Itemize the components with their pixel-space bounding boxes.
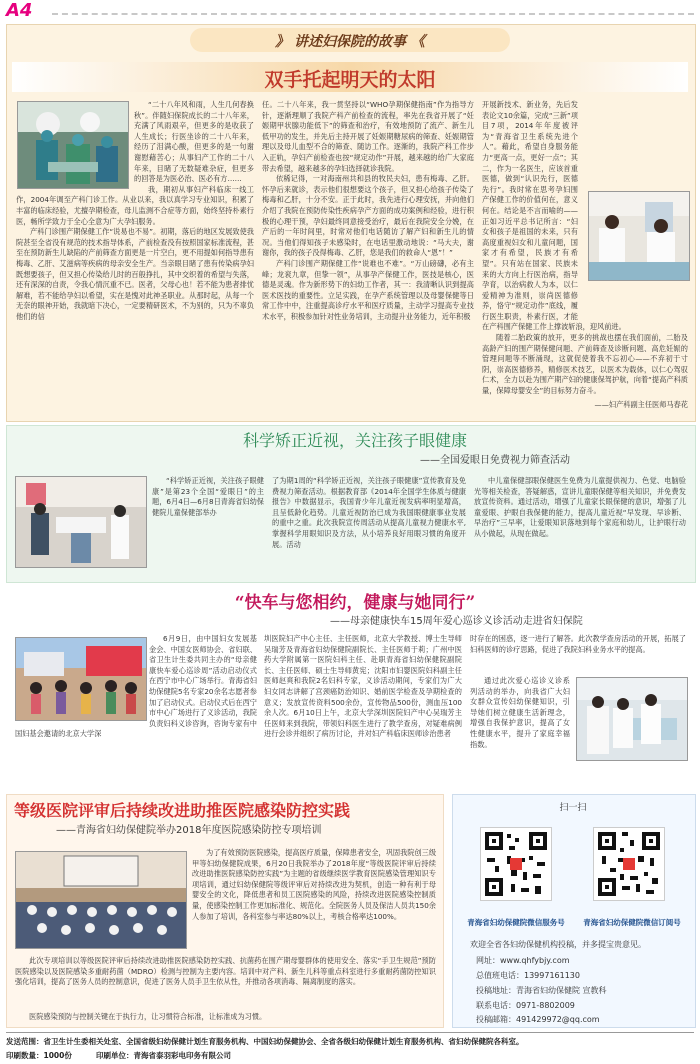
story-signature: ——妇产科副主任医师马春花: [594, 400, 688, 409]
caravan-column-1: [15, 634, 257, 766]
infection-text-2: 此次专项培训以等级医院评审后持续改进助推医院感染防控实践、抗菌药在围产期母婴群体的使用安全、落实“手卫生规范”预防医院感染以及医院感染多重耐药菌（MDRO）检测与控制为主要内容。培训中对产科、新生儿科等重点科室进行多重耐药菌防控知识强化培训，提高了医务人员的控制意识，促进了医务人员手卫生依从性，并推动各项消毒、隔离制度的落实。: [15, 956, 436, 987]
story-para-7: 开展新技术、新业务，先后发表论文10余篇，完成“三新”项目7项，2014年年度被评为“青海省卫生系统先进个人”。藉此，希望自身服务能力“更高一点，更好一点”；其二，作为一名医生，应该首重医德，做到“认识先行，医德先行”。我时常在思考孕妇围产保健工作的价值何在，意义何在。结论是不言而喻的——正如习近平总书记所言：“妇女和孩子是祖国的未来，只有高度重视妇女和儿童问题，国家才有希望，民族才有希望”。只有站在国家、民族未来的大方向上行医治病，指导孕育，以治病救人为本，以仁爱精神为准则，崇尚医德修养，恪守“规定动作”底线，履行医生职责，朴素行医，才能在产科围产保健工作上撑波斩浪，迎风前进。: [482, 100, 626, 332]
eye-title: 科学矫正近视，关注孩子眼健康: [242, 431, 467, 450]
contact-address: 投稿地址：青海省妇幼保健院 宣教科: [476, 986, 607, 995]
infection-title: 等级医院评审后持续改进助推医院感染防控实践: [14, 801, 351, 820]
header-dashed-rule: [52, 13, 694, 15]
story-column-1: [16, 100, 254, 410]
story-para-4: 任。二十八年来，我一贯坚持以“WHO孕期保健指南”作为指导方针，逐渐理顺了我院产科产前检查的流程，率先在我省开展了“妊娠期甲状腺功能低下”的筛查和治疗，有效地预防了流产、新生儿低甲功的发生，并先后主持开展了妊娠期糖尿病的筛查、妊娠期管理以及母儿血型不合的筛查、随访工作。逐渐的，我院产科工作步入正轨，孕妇产前检查也按“规定动作”开展，越来越的给广大家庭带去希望，越来越多的孕妇选择就诊我院。: [262, 100, 474, 173]
contact-website[interactable]: 网址：www.qhfybjy.com: [476, 956, 570, 965]
infection-subtitle: ——青海省妇幼保健院举办2018年度医院感染防控专项培训: [56, 825, 322, 836]
eye-column-1: “科学矫正近视，关注孩子眼健康”是第23个全国“爱眼日”的主题，6月4日—6月8日青海省妇幼保健院儿童保健部举办: [152, 476, 264, 517]
contact-phone: 总值班电话：13997161130: [476, 971, 580, 980]
caravan-column-2: 圳医院妇产中心主任、主任医师，北京大学教授、博士生导师吴瑞芳及青海省妇幼保健院副院长、主任医师于莉；广州中医药大学附属第一医院妇科主任、赴职青海省妇幼保健院副院长、主任医师、硕士生导师黄宪；沈阳市妇婴医院妇科副主任医师赵爽和我院2名妇科专家，义诊活动期间，专家们为广大妇女同志讲解了宫颈癌防治知识、婚前医学检查及孕期检查的意义；发放宣传资料500余份，宣传物品500份，测血压100余人次。6月10日上午，北京大学深圳医院妇产中心吴瑞芳主任医师来到我院，带领妇科医生进行了教学查房，对疑难病例进行会诊并组织了病历讨论，并对妇产科临床医师诊治患者: [264, 634, 462, 739]
story-para-1: “二十八年风和雨，人生几何春换秋”。伴随妇保院成长的二十八年来，充满了风雨艰辛，但更多的是收获了人生成长；行医坐诊的二十八年来，经历了泪满心酸，但更多的是一句谢谢慰藉苦心；从事妇产工作的二十八年来，目睹了无数疑难杂症，但更多的回答是为医必治、医必有方……: [134, 100, 254, 184]
story-para-3: 产科门诊围产期保健工作“说易也不易”。初期，落后的地区发展致使我院甚至全省没有规范的技术指导体系，产前检查没有按照国家标准流程，甚至在预防新生儿缺陷的产前筛查方面更是一片空白，更不用提如何指导患有梅毒、乙肝、艾滋病等疾病的母亲安全生产。当亲眼目睹了患有传染病孕妇既想要孩子，但又担心传染给儿时的百般挣扎，其中交织着的希望与失落，还有深深的自责，令我心情沉重不已。医者，父母心也！若不能为患者排忧解难，若不能给孕妇以希望，实在是愧对此神圣职业。从那时起，从每一个无奈的眼神开始，我就暗下决心，一定要精研医术，不为别的，只为不辜负他们的信: [16, 227, 254, 321]
page-number: A4: [6, 0, 33, 21]
story-title: 双手托起明天的太阳: [264, 69, 436, 91]
story-column-2: [262, 100, 474, 410]
footer-rule: [6, 1032, 694, 1033]
qr-heading: 扫一扫: [559, 803, 587, 813]
qr-label-service: 青海省妇幼保健院微信服务号: [467, 918, 565, 927]
footer-print-quantity: 印刷数量：1000份: [6, 1051, 72, 1060]
teaching-rounds-photo: [576, 677, 688, 761]
training-photo: [15, 851, 187, 949]
infection-text-3: 医院感染预防与控制关键在于执行力，让习惯符合标准，让标准成为习惯。: [29, 1012, 267, 1021]
contact-email[interactable]: 投稿邮箱：491429972@qq.com: [476, 1015, 600, 1024]
contact-welcome: 欢迎全省各妇幼保健机构投稿，并多提宝贵意见。: [470, 940, 646, 949]
consultation-photo: [588, 191, 690, 281]
footer-printer: 印刷单位：青海省泰羽彩电印务有限公司: [96, 1051, 231, 1060]
caravan-subtitle: ——母亲健康快车15周年爱心巡诊义诊活动走进省妇保院: [330, 616, 583, 627]
eye-subtitle: ——全国爱眼日免费视力筛查活动: [420, 455, 570, 466]
eye-column-2: 了为期1周的“科学矫正近视，关注孩子眼健康”宣传教育及免费视力筛查活动。根据教育部《2014年全国学生体质与健康报告》中数据显示，我国青少年儿童近视发病率明显增高，且呈低龄化趋势。儿童近视防治已成为我国眼健康事业发展的重中之重。此次我院宣传周活动从提高儿童视力健康水平,掌握科学用眼知识及方法，从小培养良好用眼习惯的角度开展。活动: [272, 476, 466, 549]
caravan-column-3a: 时存在的困惑，逐一进行了解答。此次教学查房活动的开展，拓展了妇科医师的诊疗思路，促进了我院妇科业务水平的提高。: [470, 634, 686, 654]
qr-label-subscription: 青海省妇幼保健院微信订阅号: [583, 918, 681, 927]
story-para-8: 随着二胎政策的放开，更多的挑战也摆在我们面前，二胎及高龄产妇的围产期保健问题、产前筛查及诊断问题、高危妊娠的管理问题等不断涌现，这就促使着我不忘初心——不弃初于寸阴，崇高医德修养，精修医术技艺，以医术为载体，以仁心驾驭仁术，全力以赴为围产期产妇的健康保驾护航，向着“提高产科质量，保障母婴安全”的目标努力奋斗。: [482, 333, 688, 396]
qr-code-service[interactable]: [480, 827, 552, 901]
footer-distribution: 发送范围：省卫生计生委相关处室、全国省级妇幼保健计划生育服务机构、中国妇幼保健协会、全省各级妇幼保健计划生育服务机构、省妇幼保健院各科室。: [6, 1037, 524, 1046]
story-para-2: 我，期初从事妇产科临床一线工作，2004年调至产科门诊工作。从业以来，我以真学习专业知识，积累了丰富的临床经验，尤擅孕期检查，母儿监测不合症等方面，始终坚持朴素行医，畅所学致力于全心全意为广大孕妇服务。: [16, 184, 254, 226]
caravan-title: “快车与您相约，健康与她同行”: [234, 593, 476, 613]
eye-exam-photo: [15, 476, 147, 568]
caravan-para-1: 6月9日，由中国妇女发展基金会、中国女医师协会、省妇联、省卫生计生委共同主办的“母亲健康快车爱心巡诊周”活动启动仪式在西宁市中心广场举行。青海省妇幼保健院5名专家20余名志愿者参加了启动仪式。启动仪式后在西宁市中心广场进行了义诊活动，我院负责妇科义诊咨询，咨询专家有中国妇基会邀请的北京大学深: [15, 634, 257, 739]
eye-column-3: 中儿童保健部眼保健医生免费为儿童提供视力、色觉、电脑验光等相关检查，答疑解惑，宣讲儿童眼保健等相关知识，并免费发放宣传资料。通过活动，增强了儿童家长眼保健的意识，增强了儿童爱眼、护眼自我保健的能力，提高儿童近视“早发现、早诊断、早治疗”三早率，让爱眼知识落地到每个家庭和幼儿，让护眼行动从小做起，从现在做起。: [474, 476, 686, 538]
story-banner-text: 》 讲述妇保院的故事 《: [275, 34, 425, 50]
qr-code-subscription[interactable]: [593, 827, 665, 901]
story-para-6: 产科门诊围产期保健工作“说难也不难”。“万山磅礴，必有主峰；龙衮九章，但挚一领”，从事孕产保健工作，医技是核心，医德是灵魂。作为新形势下的妇幼工作者，其一：我清晰认识到提高医术医技的重要性。立足实践，在孕产系统管理以及母婴保健等日常工作中中，注重提高诊疗水平和医疗质量，主动学习提高专业技术水平，积极参加针对性业务培训，主动提升业务能力，近年积极: [262, 258, 474, 321]
infection-text-1: 为了有效预防医院感染，提高医疗质量，保障患者安全，巩固我院创三级甲等妇幼保健院成果，6月20日我院举办了2018年度“等级医院评审后持续改进助推医院感染防控实践”为主题的省级继续医学教育医院感染管理知识专项培训，通过妇幼保健院等级评审后对持续改进为契机，创造一种有利于母婴安全的文化，降低患者和员工医院感染的风险，持续改进医院感染控制质量，使感染控制工作更加标准化、规范化。全院医务人员及保洁人员共150余人参加了培训，各科室参与率达80%以上，考核合格率达100%。: [192, 848, 436, 921]
story-para-5: 依稀记得，一对海南州共和县的牧民夫妇，患有梅毒、乙肝。怀孕后来就诊，表示他们很想要这个孩子，但又担心给孩子传染了梅毒和乙肝，十分不安。正于此时，我先进行心理安抚，并向他们介绍了我院在预防传染性疾病孕产方面的成功案例和经验，进行积极的心理干预，孕妇最终同意接受治疗，最后在我院安全分娩，在产后的一年时间里，时常对他们电话随访了解产妇和新生儿的情况。当他们得知孩子未感染时，在电话里激动地说：“马大夫，谢谢你，我的孩子没得梅毒、乙肝，您是我们的救命人“恩”！”: [262, 174, 474, 258]
caravan-column-3b: 通过此次爱心巡诊义诊系列活动的举办，向我省广大妇女群众宣传妇幼保健知识，引导她们树立健康生活新理念，增强自我保护意识，提高了女性健康水平，提升了家庭幸福指数。: [470, 676, 570, 749]
contact-tel: 联系电话：0971-8802009: [476, 1001, 575, 1010]
